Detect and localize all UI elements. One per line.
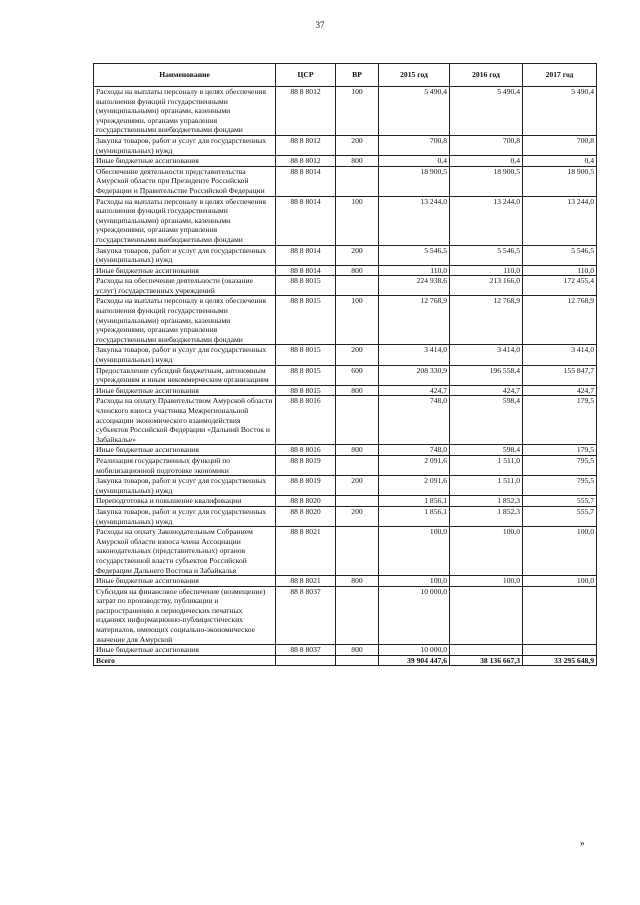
cell-2015: 700,8 xyxy=(379,135,450,155)
cell-csr: 88 8 8037 xyxy=(276,586,336,645)
cell-vr: 800 xyxy=(336,265,379,276)
cell-name: Иные бюджетные ассигнования xyxy=(94,385,276,396)
cell-2016: 12 768,9 xyxy=(450,296,523,345)
cell-vr: 200 xyxy=(336,345,379,365)
cell-2015: 5 546,5 xyxy=(379,245,450,265)
cell-vr: 200 xyxy=(336,245,379,265)
cell-2015: 1 856,1 xyxy=(379,506,450,526)
total-vr xyxy=(336,655,379,666)
cell-2016: 700,8 xyxy=(450,135,523,155)
header-2017: 2017 год xyxy=(523,64,597,87)
cell-2015: 3 414,0 xyxy=(379,345,450,365)
closing-quote-mark: » xyxy=(580,838,585,848)
cell-vr: 100 xyxy=(336,296,379,345)
cell-2015: 12 768,9 xyxy=(379,296,450,345)
cell-2015: 100,0 xyxy=(379,576,450,587)
table-row xyxy=(94,276,597,296)
cell-2017: 18 900,5 xyxy=(523,166,597,196)
cell-2016: 1 511,0 xyxy=(450,455,523,475)
cell-vr: 800 xyxy=(336,385,379,396)
table-row xyxy=(94,87,597,136)
cell-name: Расходы на выплаты персоналу в целях обеспечения выполнения функций государственными (муниципальными) органами, казенными учреждениями, органами управления государственными внебюджетными фондами xyxy=(94,196,276,245)
cell-name: Расходы на оплату Законодательным Собранием Амурской области взноса члена Ассоциации законодательных (представительных) органов государственной власти субъектов Российской Федерации Дальнего Востока и Забайкалья xyxy=(94,527,276,576)
total-2017: 33 295 648,9 xyxy=(523,655,597,666)
table-row xyxy=(94,345,597,365)
table-row xyxy=(94,156,597,167)
cell-csr: 88 8 8019 xyxy=(276,455,336,475)
total-2016: 38 136 667,3 xyxy=(450,655,523,666)
cell-2016: 13 244,0 xyxy=(450,196,523,245)
table-row xyxy=(94,576,597,587)
cell-2016: 196 558,4 xyxy=(450,365,523,385)
cell-2016: 213 166,0 xyxy=(450,276,523,296)
cell-2017: 179,5 xyxy=(523,445,597,456)
table-row xyxy=(94,296,597,345)
cell-csr: 88 8 8015 xyxy=(276,296,336,345)
cell-2017: 795,5 xyxy=(523,476,597,496)
table-row xyxy=(94,196,597,245)
cell-name: Расходы на оплату Правительством Амурской области членского взноса участника Межрегиональной ассоциации экономического взаимодействия субъектов Российской Федерации «Дальний Восток и Забайкалье» xyxy=(94,396,276,445)
cell-name: Реализация государственных функций по мобилизационной подготовке экономики xyxy=(94,455,276,475)
table-row xyxy=(94,506,597,526)
cell-2016: 0,4 xyxy=(450,156,523,167)
cell-2016: 100,0 xyxy=(450,527,523,576)
cell-2017: 0,4 xyxy=(523,156,597,167)
cell-name: Закупка товаров, работ и услуг для государственных (муниципальных) нужд xyxy=(94,345,276,365)
cell-csr: 88 8 8037 xyxy=(276,645,336,656)
cell-vr: 600 xyxy=(336,365,379,385)
cell-2016: 1 511,0 xyxy=(450,476,523,496)
cell-2017: 424,7 xyxy=(523,385,597,396)
cell-2015: 1 856,1 xyxy=(379,496,450,507)
cell-csr: 88 8 8015 xyxy=(276,276,336,296)
cell-csr: 88 8 8020 xyxy=(276,496,336,507)
cell-csr: 88 8 8012 xyxy=(276,156,336,167)
cell-name: Иные бюджетные ассигнования xyxy=(94,576,276,587)
cell-2017: 155 847,7 xyxy=(523,365,597,385)
cell-name: Расходы на выплаты персоналу в целях обеспечения выполнения функций государственными (муниципальными) органами, казенными учреждениями, органами управления государственными внебюджетными фондами xyxy=(94,87,276,136)
cell-csr: 88 8 8015 xyxy=(276,365,336,385)
table-row xyxy=(94,396,597,445)
total-2015: 39 904 447,6 xyxy=(379,655,450,666)
cell-2015: 424,7 xyxy=(379,385,450,396)
cell-csr: 88 8 8021 xyxy=(276,527,336,576)
cell-csr: 88 8 8014 xyxy=(276,166,336,196)
cell-vr: 100 xyxy=(336,196,379,245)
table-row xyxy=(94,385,597,396)
table-row xyxy=(94,455,597,475)
table-row xyxy=(94,496,597,507)
cell-csr: 88 8 8019 xyxy=(276,476,336,496)
cell-vr xyxy=(336,586,379,645)
total-row xyxy=(94,655,597,666)
cell-2015: 18 900,5 xyxy=(379,166,450,196)
total-label: Всего xyxy=(94,655,276,666)
header-2015: 2015 год xyxy=(379,64,450,87)
page-number: 37 xyxy=(315,20,325,30)
cell-vr: 800 xyxy=(336,156,379,167)
cell-2017: 172 455,4 xyxy=(523,276,597,296)
cell-vr xyxy=(336,276,379,296)
cell-2015: 13 244,0 xyxy=(379,196,450,245)
cell-2017: 5 546,5 xyxy=(523,245,597,265)
cell-vr: 200 xyxy=(336,506,379,526)
cell-name: Расходы на обеспечение деятельности (оказание услуг) государственных учреждений xyxy=(94,276,276,296)
cell-csr: 88 8 8015 xyxy=(276,345,336,365)
cell-2016: 110,0 xyxy=(450,265,523,276)
header-name: Наименование xyxy=(94,64,276,87)
cell-2017: 555,7 xyxy=(523,506,597,526)
cell-vr xyxy=(336,455,379,475)
cell-vr: 200 xyxy=(336,135,379,155)
cell-csr: 88 8 8012 xyxy=(276,87,336,136)
cell-2016: 18 900,5 xyxy=(450,166,523,196)
cell-vr xyxy=(336,496,379,507)
table-row xyxy=(94,645,597,656)
cell-2016 xyxy=(450,586,523,645)
cell-name: Закупка товаров, работ и услуг для государственных (муниципальных) нужд xyxy=(94,245,276,265)
cell-2016: 5 546,5 xyxy=(450,245,523,265)
header-vr: ВР xyxy=(336,64,379,87)
cell-name: Иные бюджетные ассигнования xyxy=(94,445,276,456)
budget-table xyxy=(93,63,597,666)
cell-2015: 208 330,9 xyxy=(379,365,450,385)
cell-2015: 2 091,6 xyxy=(379,455,450,475)
header-2016: 2016 год xyxy=(450,64,523,87)
cell-2016: 5 490,4 xyxy=(450,87,523,136)
cell-2015: 10 000,0 xyxy=(379,586,450,645)
cell-2017 xyxy=(523,586,597,645)
cell-2017: 700,8 xyxy=(523,135,597,155)
cell-vr xyxy=(336,166,379,196)
cell-csr: 88 8 8016 xyxy=(276,445,336,456)
cell-2016: 598,4 xyxy=(450,396,523,445)
cell-vr: 800 xyxy=(336,576,379,587)
cell-2016: 598,4 xyxy=(450,445,523,456)
cell-vr: 200 xyxy=(336,476,379,496)
table-row xyxy=(94,365,597,385)
cell-vr: 800 xyxy=(336,645,379,656)
cell-2015: 10 000,0 xyxy=(379,645,450,656)
cell-2015: 2 091,6 xyxy=(379,476,450,496)
cell-name: Переподготовка и повышение квалификации xyxy=(94,496,276,507)
cell-2015: 224 938,6 xyxy=(379,276,450,296)
cell-csr: 88 8 8015 xyxy=(276,385,336,396)
cell-2017: 555,7 xyxy=(523,496,597,507)
cell-csr: 88 8 8021 xyxy=(276,576,336,587)
cell-2016 xyxy=(450,645,523,656)
cell-name: Закупка товаров, работ и услуг для государственных (муниципальных) нужд xyxy=(94,135,276,155)
table-row xyxy=(94,527,597,576)
table-header-row xyxy=(94,64,597,87)
cell-2016: 424,7 xyxy=(450,385,523,396)
cell-2017: 5 490,4 xyxy=(523,87,597,136)
cell-name: Субсидия на финансовое обеспечение (возмещение) затрат по производству, публикации и распространению в периодических печатных изданиях информационно-публицистических материалов, имеющих социально-экономическое значение для Амурской xyxy=(94,586,276,645)
table-row xyxy=(94,265,597,276)
cell-2017: 100,0 xyxy=(523,576,597,587)
total-csr xyxy=(276,655,336,666)
cell-2015: 748,0 xyxy=(379,396,450,445)
cell-name: Расходы на выплаты персоналу в целях обеспечения выполнения функций государственными (муниципальными) органами, казенными учреждениями, органами управления государственными внебюджетными фондами xyxy=(94,296,276,345)
cell-csr: 88 8 8014 xyxy=(276,245,336,265)
cell-2017: 3 414,0 xyxy=(523,345,597,365)
table-row xyxy=(94,476,597,496)
table-row xyxy=(94,135,597,155)
cell-name: Обеспечение деятельности представительства Амурской области при Президенте Российской Федерации и Правительстве Российской Федерации xyxy=(94,166,276,196)
cell-2017: 13 244,0 xyxy=(523,196,597,245)
cell-2015: 5 490,4 xyxy=(379,87,450,136)
cell-2017: 179,5 xyxy=(523,396,597,445)
cell-2017: 795,5 xyxy=(523,455,597,475)
cell-name: Предоставление субсидий бюджетным, автономным учреждениям и иным некоммерческим организациям xyxy=(94,365,276,385)
cell-csr: 88 8 8014 xyxy=(276,196,336,245)
cell-csr: 88 8 8016 xyxy=(276,396,336,445)
table-row xyxy=(94,586,597,645)
cell-csr: 88 8 8014 xyxy=(276,265,336,276)
cell-2017: 12 768,9 xyxy=(523,296,597,345)
cell-2015: 748,0 xyxy=(379,445,450,456)
cell-name: Закупка товаров, работ и услуг для государственных (муниципальных) нужд xyxy=(94,476,276,496)
cell-2016: 1 852,3 xyxy=(450,506,523,526)
cell-vr: 800 xyxy=(336,445,379,456)
cell-csr: 88 8 8012 xyxy=(276,135,336,155)
cell-2015: 110,0 xyxy=(379,265,450,276)
cell-2016: 1 852,3 xyxy=(450,496,523,507)
cell-csr: 88 8 8020 xyxy=(276,506,336,526)
table-row xyxy=(94,445,597,456)
cell-name: Иные бюджетные ассигнования xyxy=(94,156,276,167)
table-row xyxy=(94,166,597,196)
cell-2016: 100,0 xyxy=(450,576,523,587)
cell-vr: 100 xyxy=(336,87,379,136)
header-csr: ЦСР xyxy=(276,64,336,87)
cell-vr xyxy=(336,396,379,445)
cell-2016: 3 414,0 xyxy=(450,345,523,365)
cell-2017: 110,0 xyxy=(523,265,597,276)
cell-2015: 100,0 xyxy=(379,527,450,576)
cell-vr xyxy=(336,527,379,576)
table-row xyxy=(94,245,597,265)
cell-2015: 0,4 xyxy=(379,156,450,167)
cell-name: Закупка товаров, работ и услуг для государственных (муниципальных) нужд xyxy=(94,506,276,526)
cell-name: Иные бюджетные ассигнования xyxy=(94,645,276,656)
cell-2017 xyxy=(523,645,597,656)
cell-2017: 100,0 xyxy=(523,527,597,576)
cell-name: Иные бюджетные ассигнования xyxy=(94,265,276,276)
